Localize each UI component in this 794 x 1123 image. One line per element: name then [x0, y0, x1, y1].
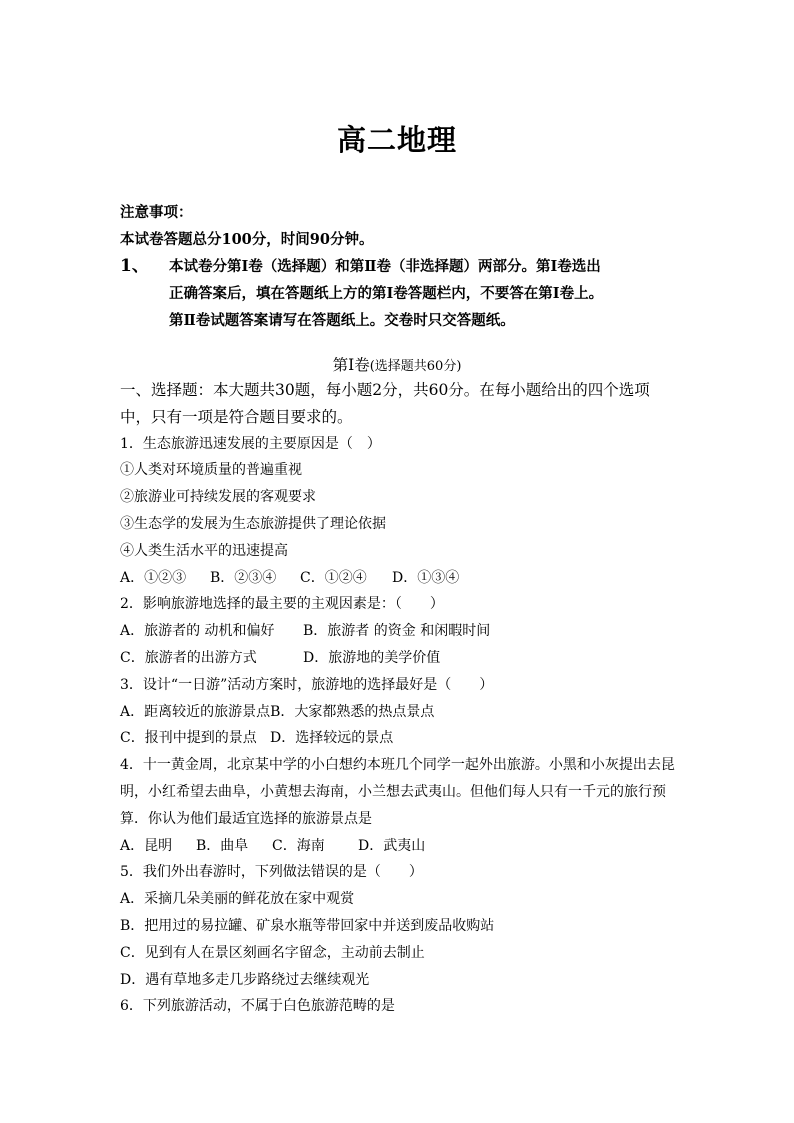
- question-4-option-a: A．昆明: [120, 837, 173, 854]
- question-2-option-b: B．旅游者 的资金 和闲暇时间: [303, 623, 491, 640]
- notice-section: [120, 199, 700, 334]
- notice-item-number: 1、: [120, 256, 149, 276]
- question-1-options: [120, 565, 690, 592]
- question-4-option-d: D．武夷山: [358, 837, 426, 854]
- notice-line-1: 本试卷答题总分100分，时间90分钟。: [120, 231, 374, 248]
- question-2-option-a: A．旅游者的 动机和偏好: [120, 623, 275, 640]
- notice-heading: 注意事项：: [120, 204, 193, 221]
- questions-body: [120, 377, 690, 1020]
- part-one-title: [0, 353, 794, 375]
- notice-item-line: 正确答案后，填在答题纸上方的第Ⅰ卷答题栏内，不要答在第Ⅰ卷上。: [169, 285, 604, 302]
- question-1-item: ③生态学的发展为生态旅游提供了理论依据: [120, 515, 386, 532]
- question-3-stem: 3．设计“一日游”活动方案时，旅游地的选择最好是（ ）: [120, 676, 494, 693]
- question-5-option-c: C．见到有人在景区刻画名字留念，主动前去制止: [120, 944, 425, 961]
- question-5-option-a: A．采摘几朵美丽的鲜花放在家中观赏: [120, 891, 355, 908]
- question-2-options-row-1: [120, 618, 690, 645]
- question-1-item: ①人类对环境质量的普遍重视: [120, 462, 302, 479]
- part-one-title-main: 第Ⅰ卷: [332, 356, 370, 374]
- question-1-item: ②旅游业可持续发展的客观要求: [120, 489, 316, 506]
- question-1-option-c: C．①②④: [300, 569, 367, 586]
- question-4-options: [120, 833, 690, 860]
- question-5-stem: 5．我们外出春游时，下列做法错误的是（ ）: [120, 864, 423, 881]
- section-intro-line: 中，只有一项是符合题目要求的。: [120, 407, 353, 426]
- question-3-options-row-1: A．距离较近的旅游景点B．大家都熟悉的热点景点: [120, 703, 435, 720]
- question-2-option-c: C．旅游者的出游方式: [120, 649, 257, 666]
- section-intro-line: 一、选择题：本大题共30题，每小题2分，共60分。在每小题给出的四个选项: [120, 381, 650, 399]
- question-2-options-row-2: [120, 645, 690, 672]
- question-1-stem: 1．生态旅游迅速发展的主要原因是（ ）: [120, 435, 381, 452]
- question-5-option-d: D．遇有草地多走几步路绕过去继续观光: [120, 971, 370, 988]
- question-5-option-b: B．把用过的易拉罐、矿泉水瓶等带回家中并送到废品收购站: [120, 917, 495, 934]
- question-1-option-a: A．①②③: [120, 569, 187, 586]
- question-4-option-b: B．曲阜: [196, 837, 249, 854]
- notice-item-line: 本试卷分第Ⅰ卷（选择题）和第Ⅱ卷（非选择题）两部分。第Ⅰ卷选出: [169, 258, 601, 275]
- question-4-stem-line: 4．十一黄金周，北京某中学的小白想约本班几个同学一起外出旅游。小黑和小灰提出去昆: [120, 757, 675, 774]
- question-1-option-d: D．①③④: [392, 569, 460, 586]
- question-2-stem: 2．影响旅游地选择的最主要的主观因素是：（ ）: [120, 596, 444, 613]
- question-6-stem: 6．下列旅游活动，不属于白色旅游范畴的是: [120, 998, 395, 1015]
- notice-item-1: [120, 253, 700, 334]
- part-one-title-sub: (选择题共60分): [369, 359, 462, 374]
- page-title: 高二地理: [336, 123, 457, 157]
- question-4-option-c: C．海南: [272, 837, 325, 854]
- question-2-option-d: D．旅游地的美学价值: [303, 649, 441, 666]
- question-4-stem-line: 算．你认为他们最适宜选择的旅游景点是: [120, 810, 372, 827]
- question-3-option-c: C．报刊中提到的景点: [120, 730, 257, 747]
- question-4-stem-line: 明，小红希望去曲阜，小黄想去海南，小兰想去武夷山。但他们每人只有一千元的旅行预: [120, 783, 666, 800]
- question-3-option-d: D．选择较远的景点: [270, 730, 394, 747]
- notice-item-line: 第Ⅱ卷试题答案请写在答题纸上。交卷时只交答题纸。: [169, 312, 515, 329]
- question-1-option-b: B．②③④: [210, 569, 277, 586]
- question-1-item: ④人类生活水平的迅速提高: [120, 542, 288, 559]
- question-3-options-row-2: [120, 725, 690, 752]
